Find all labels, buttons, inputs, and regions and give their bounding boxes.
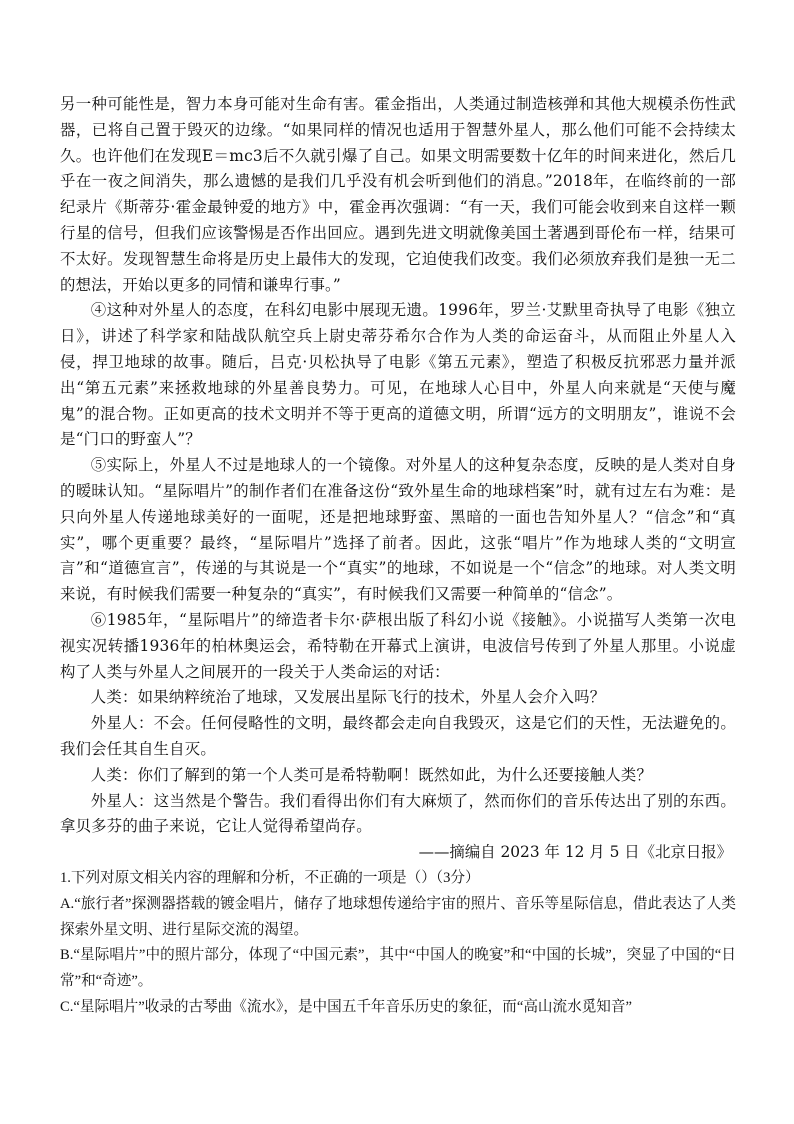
dialogue-line-alien-1: 外星人：不会。任何侵略性的文明，最终都会走向自我毁灭，这是它们的天性，无法避免的。我们会任其自生自灭。 <box>60 714 736 758</box>
question-section <box>60 866 736 1021</box>
question-stem: 1.下列对原文相关内容的理解和分析，不正确的一项是（）（3分） <box>60 869 480 886</box>
article-paragraph-1: 另一种可能性是，智力本身可能对生命有害。霍金指出，人类通过制造核弹和其他大规模杀伤性武器，已将自己置于毁灭的边缘。“如果同样的情况也适用于智慧外星人，那么他们可能不会持续太久。也许他们在发现E＝mc3后不久就引爆了自己。如果文明需要数十亿年的时间来进化，然后几乎在一夜之间消失，那么遗憾的是我们几乎没有机会听到他们的消息。”2018年，在临终前的一部纪录片《斯蒂芬·霍金最钟爱的地方》中，霍金再次强调：“有一天，我们可能会收到来自这样一颗行星的信号，但我们应该警惕是否作出回应。遇到先进文明就像美国土著遇到哥伦布一样，结果可不太好。发现智慧生命将是历史上最伟大的发现，它迫使我们改变。我们必须放弃我们是独一无二的想法，开始以更多的同情和谦卑行事。” <box>60 95 736 294</box>
dialogue-line-human-2: 人类：你们了解到的第一个人类可是希特勒啊！既然如此，为什么还要接触人类？ <box>90 765 653 784</box>
option-a: A.“旅行者”探测器搭载的镀金唱片，储存了地球想传递给宇宙的照片、音乐等星际信息，借此表达了人类探索外星文明、进行星际交流的渴望。 <box>60 895 736 938</box>
document-page <box>60 92 736 1021</box>
article-paragraph-5: ⑤实际上，外星人不过是地球人的一个镜像。对外星人的这种复杂态度，反映的是人类对自身的暧昧认知。“星际唱片”的制作者们在准备这份“致外星生命的地球档案”时，就有过左右为难：是只向外星人传递地球美好的一面呢，还是把地球野蛮、黑暗的一面也告知外星人？“信念”和“真实”，哪个更重要？最终，“星际唱片”选择了前者。因此，这张“唱片”作为地球人类的“文明宣言”和“道德宣言”，传递的与其说是一个“真实”的地球，不如说是一个“信念”的地球。对人类文明来说，有时候我们需要一种复杂的“真实”，有时候我们又需要一种简单的“信念”。 <box>60 456 736 604</box>
dialogue-line-human-1: 人类：如果纳粹统治了地球，又发展出星际飞行的技术，外星人会介入吗？ <box>90 688 606 707</box>
option-c: C.“星际唱片”收录的古琴曲《流水》，是中国五千年音乐历史的象征，而“高山流水觅知音” <box>60 998 632 1015</box>
article-source: ——摘编自 2023 年 12 月 5 日《北京日报》 <box>418 843 732 862</box>
article-body <box>60 92 736 866</box>
article-paragraph-6: ⑥1985年，“星际唱片”的缔造者卡尔·萨根出版了科幻小说《接触》。小说描写人类第一次电视实况转播1936年的柏林奥运会，希特勒在开幕式上演讲，电波信号传到了外星人那里。小说虚构了人类与外星人之间展开的一段关于人类命运的对话： <box>60 610 736 681</box>
option-b: B.“星际唱片”中的照片部分，体现了“中国元素”，其中“中国人的晚宴”和“中国的长城”，突显了中国的“日常”和“奇迹”。 <box>60 947 736 990</box>
article-paragraph-4: ④这种对外星人的态度，在科幻电影中展现无遗。1996年，罗兰·艾默里奇执导了电影《独立日》，讲述了科学家和陆战队航空兵上尉史蒂芬希尔合作为人类的命运奋斗，从而阻止外星人入侵，捍卫地球的故事。随后，吕克·贝松执导了电影《第五元素》，塑造了积极反抗邪恶力量并派出“第五元素”来拯救地球的外星善良势力。可见，在地球人心目中，外星人向来就是“天使与魔鬼”的混合物。正如更高的技术文明并不等于更高的道德文明，所谓“远方的文明朋友”，谁说不会是“门口的野蛮人”？ <box>60 301 736 449</box>
dialogue-line-alien-2: 外星人：这当然是个警告。我们看得出你们有大麻烦了，然而你们的音乐传达出了别的东西。拿贝多芬的曲子来说，它让人觉得希望尚存。 <box>60 791 736 836</box>
